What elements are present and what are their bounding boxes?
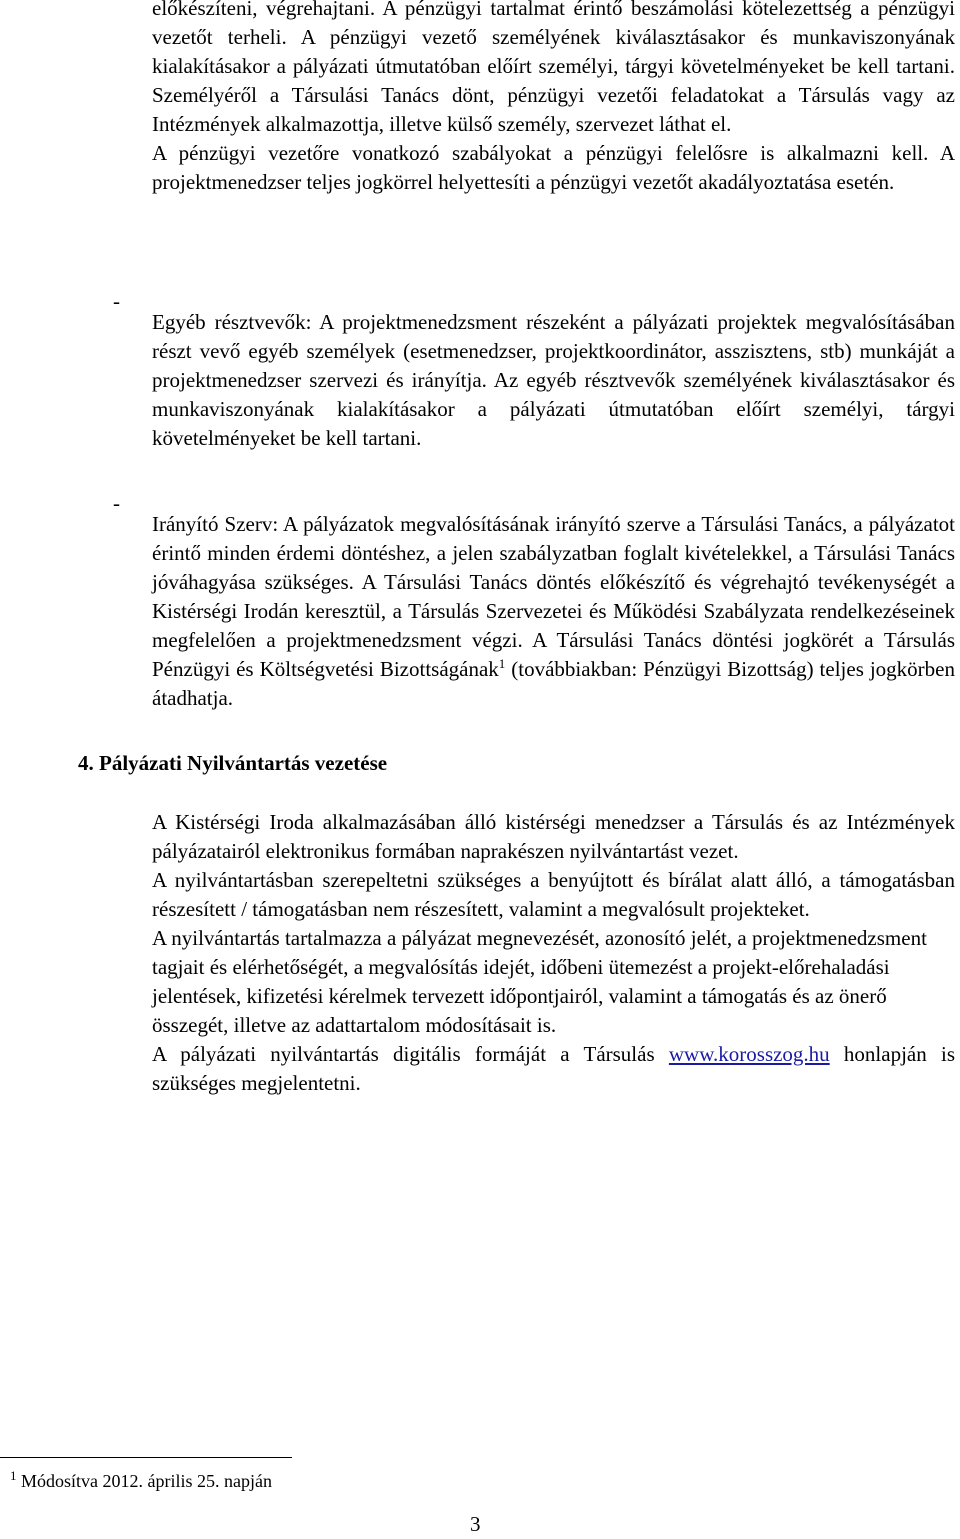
section-paragraph-1: A Kistérségi Iroda alkalmazásában álló kistérségi menedzser a Társulás és az Intézmények pályázatairól elektronikus formában naprakészen nyilvántartást vezet. bbox=[152, 810, 955, 863]
intro-block bbox=[152, 0, 955, 197]
footnote-reference: 1 bbox=[498, 656, 506, 671]
page-number: 3 bbox=[470, 1512, 481, 1536]
list-item-egyeb-resztvevok bbox=[113, 287, 955, 474]
footnote bbox=[10, 1468, 272, 1494]
list-item-text-part-1: Irányító Szerv: A pályázatok megvalósításának irányító szerve a Társulási Tanács, a pályázatot érintő minden érdemi döntéshez, a jelen szabályzatban foglalt kivételekkel, a Társulási Tanács jóváhagyása szükséges. A Társulási Tanács döntés előkészítő és végrehajtó tevékenységét a Kistérségi Irodán keresztül, a Társulás Szervezetei és Működési Szabályzata rendelkezéseinek megfelelően a projektmenedzsment végzi. A Társulási Tanács döntési jogkörét a Társulás Pénzügyi és Költségvetési Bizottságának bbox=[152, 512, 955, 681]
list-dash: - bbox=[113, 491, 120, 515]
list-item-text-part-2: (továbbiakban: Pénzügyi Bizottság) teljes jogkörben átadhatja. bbox=[152, 657, 955, 710]
intro-paragraph: előkészíteni, végrehajtani. A pénzügyi tartalmat érintő beszámolási kötelezettség a pénzügyi vezetőt terheli. A pénzügyi vezető személyének kiválasztásakor és munkaviszonyának kialakításakor a pályázati útmutatóban előírt személyi, tárgyi követelményeket be kell tartani. Személyéről a Társulási Tanács dönt, pénzügyi vezetői feladatokat a Társulás vagy az Intézmények alkalmazottja, illetve külső személy, szervezet láthat el. bbox=[152, 0, 955, 136]
footnote-marker: 1 bbox=[10, 1468, 17, 1483]
section-paragraph-2: A nyilvántartásban szerepeltetni szükséges a benyújtott és bírálat alatt álló, a támogatásban részesített / támogatásban nem részesített, valamint a megvalósult projekteket. bbox=[152, 868, 955, 921]
website-link[interactable]: www.korosszog.hu bbox=[668, 1042, 830, 1066]
footnote-text: Módosítva 2012. április 25. napján bbox=[16, 1471, 272, 1491]
list-item-text: Egyéb résztvevők: A projektmenedzsment részeként a pályázati projektek megvalósításában részt vevő egyéb személyek (esetmenedzser, projektkoordinátor, asszisztens, stb) munkáját a projektmenedzser szervezi és irányítja. Az egyéb résztvevők személyének kiválasztásakor és munkaviszonyának kialakításakor a pályázati útmutatóban előírt személyi, tárgyi követelményeket be kell tartani. bbox=[152, 310, 955, 450]
section-heading: 4. Pályázati Nyilvántartás vezetése bbox=[78, 751, 388, 775]
section-paragraph-4-end: honlapján is szükséges megjelentetni. bbox=[152, 1042, 956, 1095]
list-dash: - bbox=[113, 289, 120, 313]
footnote-separator bbox=[0, 1457, 292, 1458]
section-paragraph-4 bbox=[152, 1040, 955, 1098]
intro-paragraph-2: A pénzügyi vezetőre vonatkozó szabályokat a pénzügyi felelősre is alkalmazni kell. A projektmenedzser teljes jogkörrel helyettesíti a pénzügyi vezetőt akadályoztatása esetén. bbox=[152, 141, 955, 194]
section-paragraph-4-start: A pályázati nyilvántartás digitális formáját a Társulás bbox=[152, 1042, 669, 1066]
section-4-body bbox=[152, 808, 955, 1098]
section-paragraph-3: A nyilvántartás tartalmazza a pályázat megnevezését, azonosító jelét, a projektmenedzsment tagjait és elérhetőségét, a megvalósítás idejét, időbeni ütemezést a projekt-előrehaladási jelentések, kifizetési kérelmek tervezett időpontjairól, valamint a támogatás és az önerő összegét, illetve az adattartalom módosításait is. bbox=[152, 926, 927, 1037]
list-item-iranyito-szerv bbox=[113, 489, 955, 734]
list-item-text bbox=[152, 510, 955, 713]
